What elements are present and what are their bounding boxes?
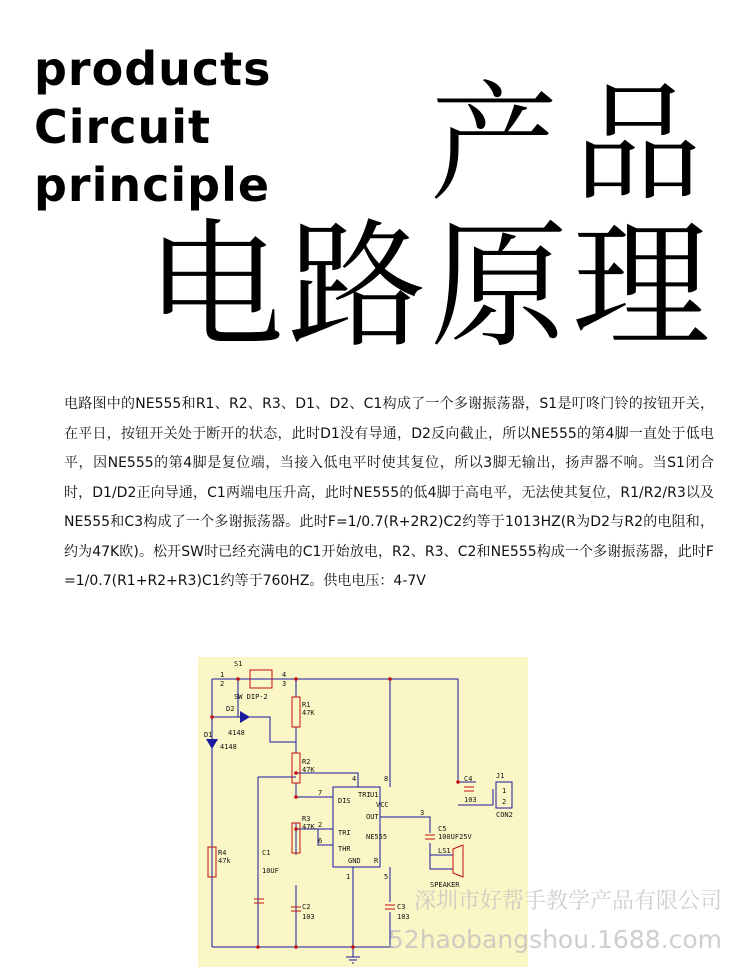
label-pin4: 4 (352, 775, 357, 783)
label-c2-val: 103 (302, 913, 315, 921)
label-u1: U1 (370, 791, 379, 799)
label-pin-vcc: VCC (376, 801, 389, 809)
label-pin-r: R (374, 857, 379, 865)
english-title (34, 40, 272, 214)
label-pin-thr: THR (338, 845, 351, 853)
label-pin-tri: TRI (338, 829, 351, 837)
label-pin6: 6 (318, 837, 323, 845)
label-c2: C2 (302, 903, 311, 911)
label-pin-dis: DIS (338, 797, 351, 805)
label-r1-val: 47K (302, 709, 315, 717)
label-pin3: 3 (420, 809, 425, 817)
label-j1-pin1: 1 (502, 787, 507, 795)
watermark-company: 深圳市好帮手教学产品有限公司 (413, 889, 722, 914)
label-r1: R1 (302, 701, 311, 709)
label-c3-val: 103 (397, 913, 410, 921)
chinese-title-line1: 产品 (430, 70, 719, 219)
label-pin2: 2 (318, 821, 323, 829)
label-d1-val: 4148 (220, 743, 237, 751)
label-u1-chip: NE555 (366, 833, 388, 841)
english-title-line3: principle (34, 158, 271, 212)
schematic-drawing (198, 657, 528, 967)
watermark-url: 52haobangshou.1688.com (387, 925, 722, 954)
label-con2: CON2 (496, 811, 513, 819)
label-j1-pin2: 2 (502, 798, 507, 806)
english-title-line1: products (34, 42, 272, 96)
chinese-title-line2: 电路原理 (146, 206, 715, 367)
label-r2-val: 47K (302, 766, 315, 774)
circuit-schematic (198, 657, 528, 967)
label-d1: D1 (204, 731, 213, 739)
label-d2-val: 4148 (228, 729, 245, 737)
label-c4-val: 103 (464, 796, 477, 804)
label-pin5: 5 (384, 873, 389, 881)
label-s1: S1 (234, 660, 243, 668)
label-pin-gnd: GND (348, 857, 361, 865)
label-s1-pin4: 4 (282, 671, 287, 679)
label-r3-val: 47K (302, 823, 315, 831)
label-c5-val: 100UF25V (438, 833, 472, 841)
label-s1-pin1: 1 (220, 671, 225, 679)
label-pin8: 8 (384, 775, 389, 783)
label-c1-val: 10UF (262, 867, 279, 875)
label-r4-val: 47k (218, 857, 231, 865)
label-ls1: LS1 (438, 847, 451, 855)
label-pin-tri-top: TRI (358, 791, 371, 799)
label-j1: J1 (496, 772, 505, 780)
label-c4: C4 (464, 775, 473, 783)
label-r3: R3 (302, 815, 311, 823)
label-c5: C5 (438, 825, 447, 833)
label-s1-pin2: 2 (220, 680, 225, 688)
label-pin1: 1 (346, 873, 351, 881)
label-c1: C1 (262, 849, 271, 857)
label-pin-out: OUT (366, 813, 379, 821)
english-title-line2: Circuit (34, 100, 211, 154)
label-s1-pin3: 3 (282, 680, 287, 688)
circuit-description: 电路图中的NE555和R1、R2、R3、D1、D2、C1构成了一个多谢振荡器，S1是叮咚门铃的按钮开关，在平日，按钮开关处于断开的状态，此时D1没有导通，D2反向截止，所以NE555的第4脚一直处于低电平，因NE555的第4脚是复位端，当接入低电平时使其复位，所以3脚无输出，扬声器不响。当S1闭合时，D1/D2正向导通，C1两端电压升高，此时NE555的低4脚于高电平，无法使其复位，R1/R2/R3以及NE555和C3构成了一个多谢振荡器。此时F=1/0.7(R+2R2)C2约等于1013HZ(R为D2与R2的电阻和，约为47K欧)。松开SW时已经充满电的C1开始放电，R2、R3、C2和NE555构成一个多谢振荡器，此时F=1/0.7(R1+R2+R3)C1约等于760HZ。供电电压：4-7V (64, 396, 714, 589)
label-r2: R2 (302, 758, 311, 766)
label-r4: R4 (218, 849, 227, 857)
label-s1-type: SW DIP-2 (234, 693, 268, 701)
schematic-wires (212, 679, 493, 957)
ground-icon (346, 957, 360, 963)
label-speaker: SPEAKER (430, 881, 460, 889)
label-c3: C3 (397, 903, 406, 911)
label-pin7: 7 (318, 789, 323, 797)
label-d2: D2 (226, 705, 235, 713)
